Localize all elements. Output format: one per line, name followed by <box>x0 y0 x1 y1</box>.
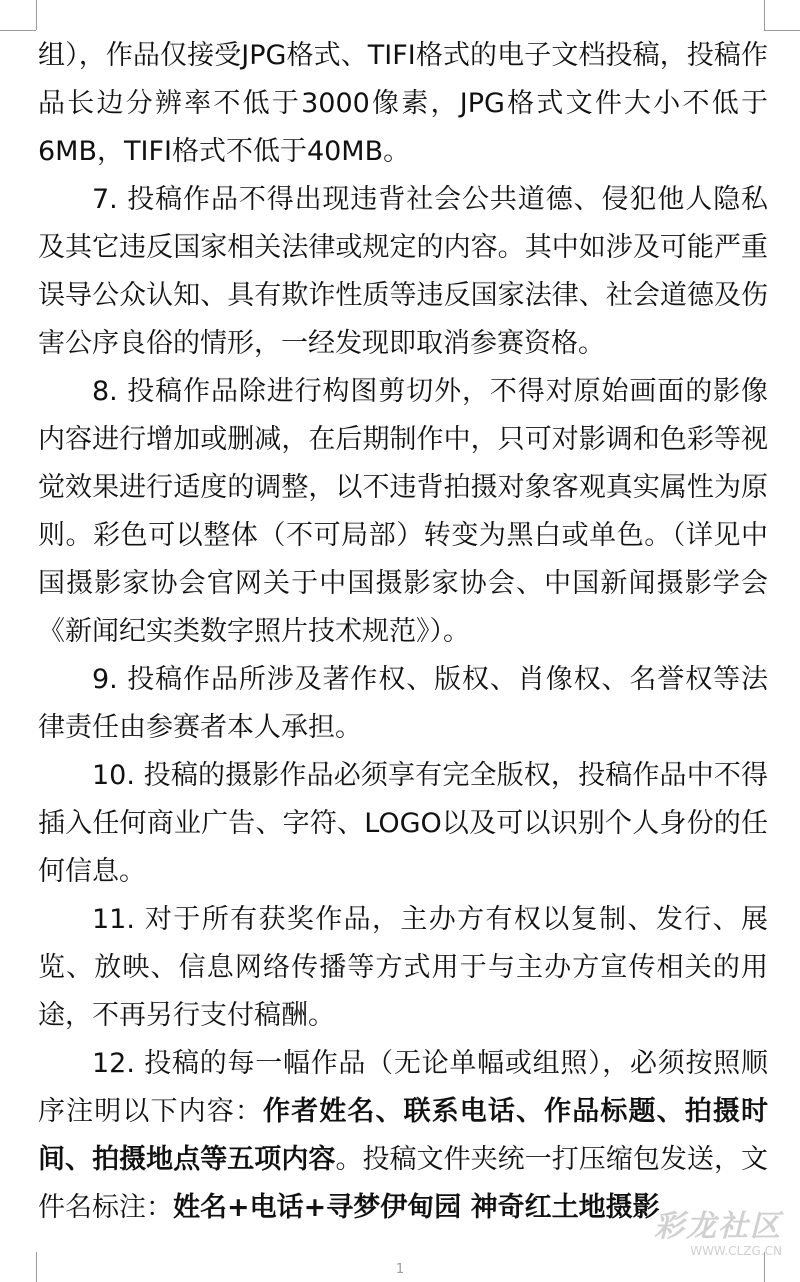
paragraph-item-8 <box>38 368 768 656</box>
item-number: 10. <box>92 760 135 791</box>
paragraph-item-10 <box>38 752 768 896</box>
item-number: 12. <box>92 1048 135 1079</box>
paragraph-text: 投稿的每一幅作品（无论单幅或组照），必须按照顺序注明以下内容： <box>38 1048 768 1127</box>
item-number: 11. <box>92 904 135 935</box>
site-watermark <box>654 1210 782 1258</box>
crop-mark-top-right <box>764 30 800 31</box>
paragraph-item-9 <box>38 656 768 752</box>
paragraph-text: 。投稿文件夹统一打压缩包发送，文件名标注： <box>38 1144 769 1223</box>
item-number: 7. <box>92 184 118 215</box>
paragraph-item-11 <box>38 896 768 1040</box>
paragraph-item-7 <box>38 176 768 368</box>
paragraph-continuation <box>38 32 768 176</box>
page-number: 1 <box>395 1262 405 1277</box>
required-fields-text: 作者姓名、联系电话、作品标题、拍摄时间、拍摄地点等五项内容 <box>38 1096 769 1175</box>
watermark-url: WWW.CLZG.CN <box>690 1244 782 1258</box>
paragraph-text: 投稿作品所涉及著作权、版权、肖像权、名誉权等法律责任由参赛者本人承担。 <box>38 664 768 743</box>
crop-mark-top-right <box>764 0 765 30</box>
paragraph-text: 组），作品仅接受JPG格式、TIFI格式的电子文档投稿，投稿作品长边分辨率不低于3000像素，JPG格式文件大小不低于6MB，TIFI格式不低于40MB。 <box>38 40 768 167</box>
paragraph-text: 投稿作品除进行构图剪切外，不得对原始画面的影像内容进行增加或删减，在后期制作中，只可对影调和色彩等视觉效果进行适度的调整，以不违背拍摄对象客观真实属性为原则。彩色可以整体（不可局部）转变为黑白或单色。（详见中国摄影家协会官网关于中国摄影家协会、中国新闻摄影学会《新闻纪实类数字照片技术规范》）。 <box>38 376 768 647</box>
item-number: 9. <box>92 664 118 695</box>
paragraph-text: 对于所有获奖作品，主办方有权以复制、发行、展览、放映、信息网络传播等方式用于与主办方宣传相关的用途，不再另行支付稿酬。 <box>38 904 768 1031</box>
watermark-logo-text: 彩龙社区 <box>654 1209 782 1244</box>
filename-format-text: 姓名+电话+寻梦伊甸园 神奇红土地摄影 <box>173 1192 660 1223</box>
paragraph-text: 投稿的摄影作品必须享有完全版权，投稿作品中不得插入任何商业广告、字符、LOGO以及可以识别个人身份的任何信息。 <box>38 760 768 887</box>
crop-mark-top-left <box>36 0 37 30</box>
document-body <box>38 32 768 1232</box>
paragraph-text: 投稿作品不得出现违背社会公共道德、侵犯他人隐私及其它违反国家相关法律或规定的内容。其中如涉及可能严重误导公众认知、具有欺诈性质等违反国家法律、社会道德及伤害公序良俗的情形，一经发现即取消参赛资格。 <box>38 184 768 359</box>
item-number: 8. <box>92 376 118 407</box>
crop-mark-top-left <box>0 30 36 31</box>
paragraph-item-12 <box>38 1040 768 1232</box>
